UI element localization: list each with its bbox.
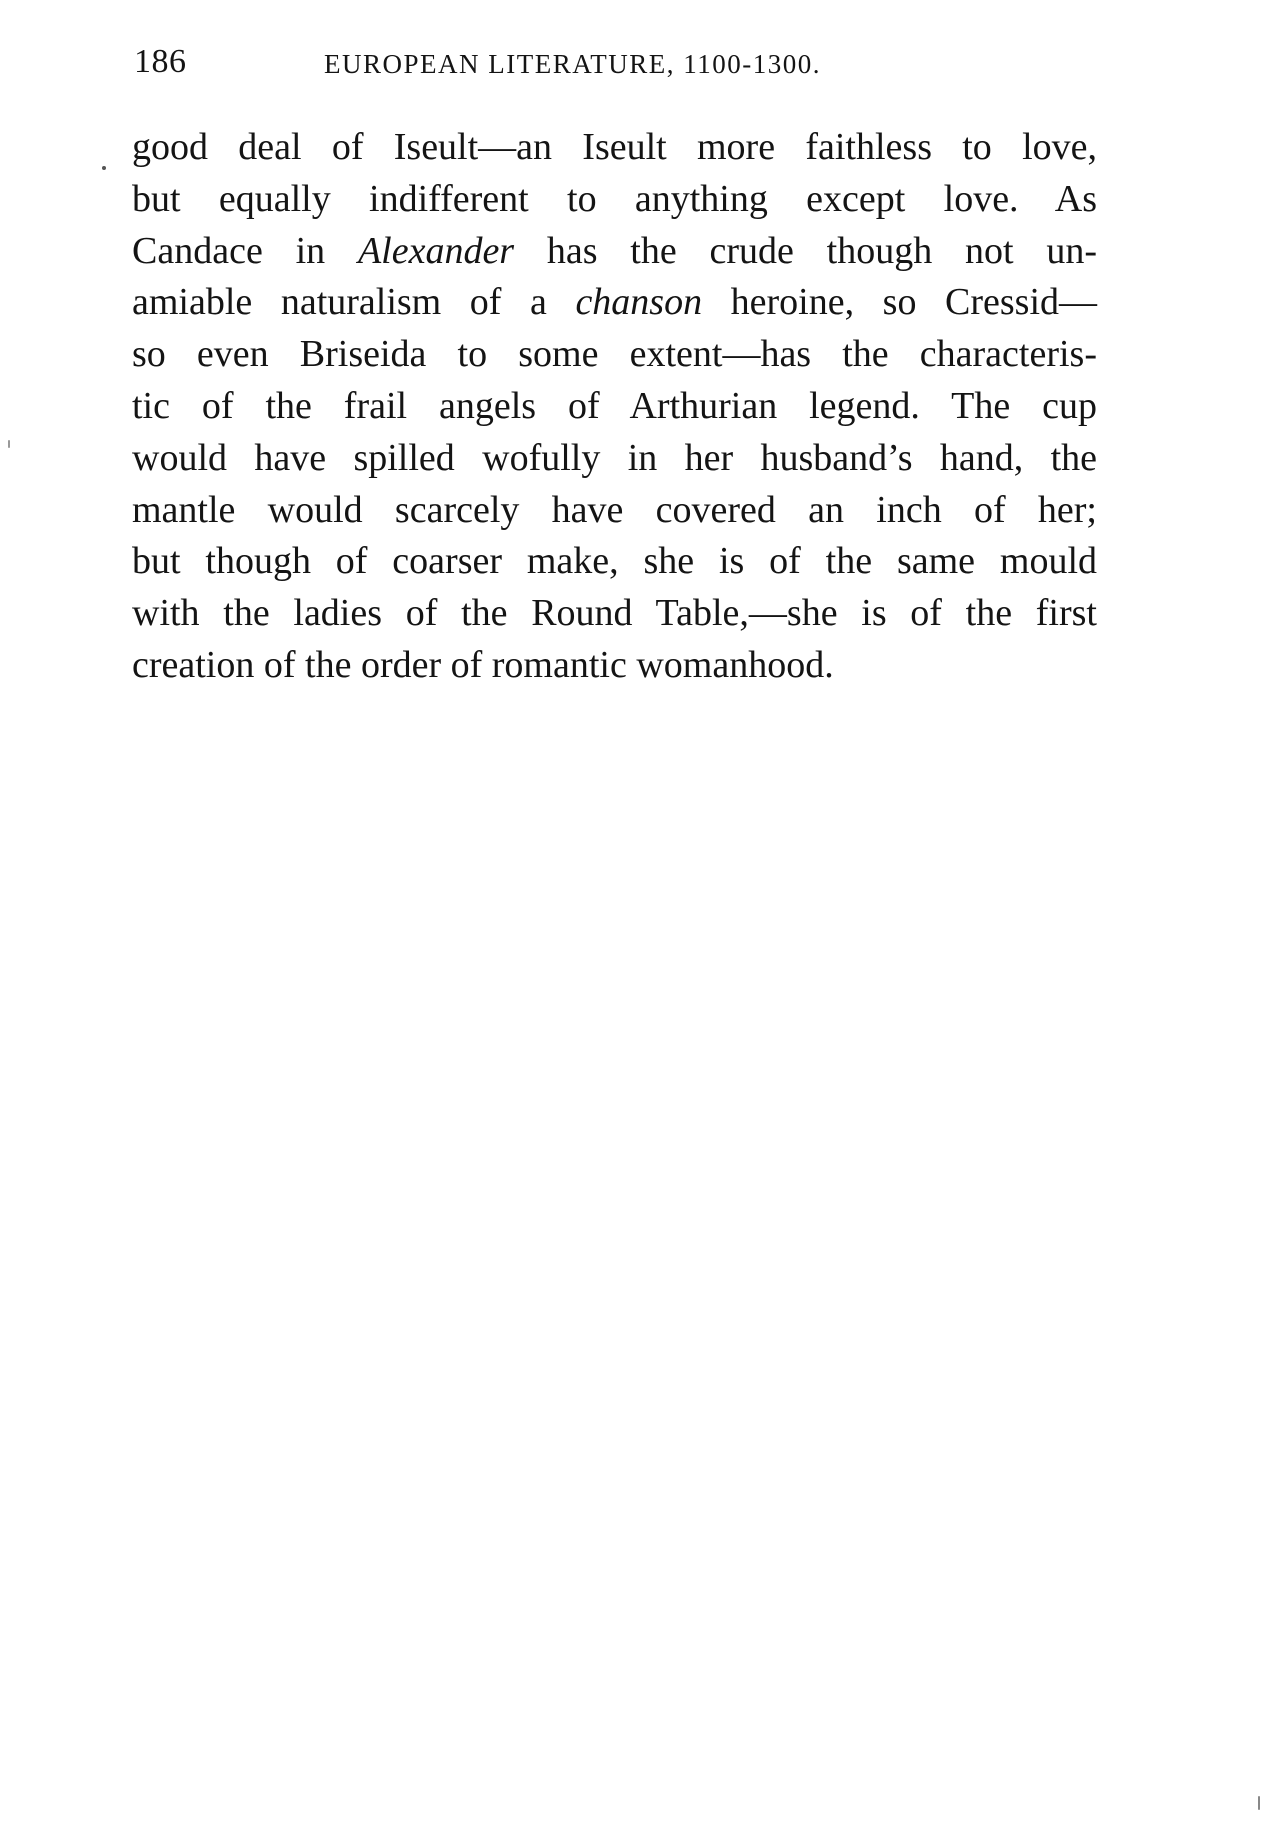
- running-head: [134, 42, 1104, 82]
- text-line: would have spilled wofully in her husband’s hand, the: [132, 436, 1097, 479]
- body-paragraph: [132, 122, 1097, 692]
- text-line: but equally indifferent to anything except love. As: [132, 177, 1097, 220]
- text-line: good deal of Iseult—an Iseult more faithless to love,: [132, 126, 1097, 168]
- text-line: with the ladies of the Round Table,—she is of the first: [132, 592, 1097, 635]
- page-number: 186: [134, 43, 187, 80]
- scan-speck: [8, 440, 10, 448]
- text-line: mantle would scarcely have covered an inch of her;: [132, 488, 1097, 531]
- text-line: so even Briseida to some extent—has the characteris-: [132, 333, 1097, 376]
- text-line: creation of the order of romantic womanhood.: [132, 643, 834, 686]
- scan-speck: [102, 166, 106, 170]
- italic-title: Alexander: [357, 229, 515, 272]
- running-title: EUROPEAN LITERATURE, 1100-1300.: [324, 49, 821, 79]
- italic-term: chanson: [575, 281, 703, 324]
- scan-speck: [1258, 1796, 1260, 1810]
- text-line: tic of the frail angels of Arthurian legend. The cup: [132, 384, 1097, 427]
- text-line: but though of coarser make, she is of the same mould: [132, 540, 1097, 583]
- text-line: amiable naturalism of a chanson heroine, so Cressid—: [132, 281, 1098, 324]
- text-line: Candace in Alexander has the crude though not un-: [132, 229, 1098, 272]
